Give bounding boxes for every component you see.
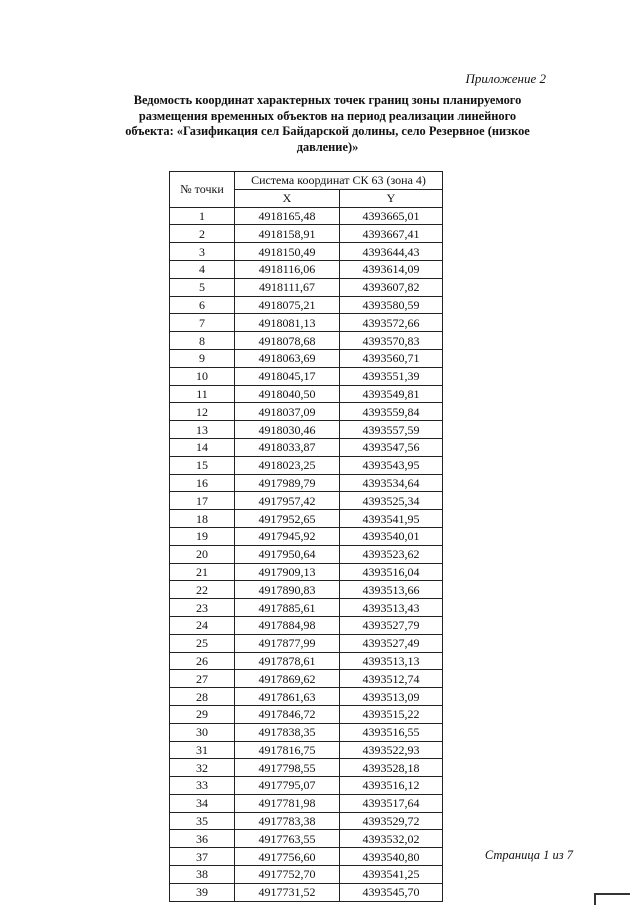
y-coordinate-cell: 4393516,04 <box>340 563 443 581</box>
document-title <box>100 93 555 155</box>
y-coordinate-cell: 4393541,95 <box>340 510 443 528</box>
table-row <box>170 670 443 688</box>
point-number-cell: 38 <box>170 866 235 884</box>
point-number-cell: 35 <box>170 812 235 830</box>
x-coordinate-cell: 4917816,75 <box>235 741 340 759</box>
point-number-cell: 34 <box>170 794 235 812</box>
x-coordinate-cell: 4918078,68 <box>235 332 340 350</box>
y-coordinate-cell: 4393560,71 <box>340 349 443 367</box>
x-coordinate-cell: 4918116,06 <box>235 260 340 278</box>
x-coordinate-cell: 4918158,91 <box>235 225 340 243</box>
point-number-cell: 2 <box>170 225 235 243</box>
x-coordinate-cell: 4917781,98 <box>235 794 340 812</box>
y-coordinate-cell: 4393551,39 <box>340 367 443 385</box>
y-coordinate-cell: 4393614,09 <box>340 260 443 278</box>
table-row <box>170 759 443 777</box>
x-coordinate-cell: 4917869,62 <box>235 670 340 688</box>
point-number-cell: 19 <box>170 527 235 545</box>
table-row <box>170 830 443 848</box>
table-row <box>170 777 443 795</box>
y-coordinate-cell: 4393522,93 <box>340 741 443 759</box>
x-coordinate-cell: 4917878,61 <box>235 652 340 670</box>
x-coordinate-cell: 4918033,87 <box>235 438 340 456</box>
y-coordinate-cell: 4393540,80 <box>340 848 443 866</box>
y-coordinate-cell: 4393540,01 <box>340 527 443 545</box>
table-row <box>170 652 443 670</box>
table-row <box>170 225 443 243</box>
point-number-cell: 22 <box>170 581 235 599</box>
point-number-cell: 18 <box>170 510 235 528</box>
point-number-cell: 13 <box>170 421 235 439</box>
x-coordinate-cell: 4917885,61 <box>235 599 340 617</box>
table-row <box>170 741 443 759</box>
point-number-cell: 15 <box>170 456 235 474</box>
x-coordinate-cell: 4918165,48 <box>235 207 340 225</box>
point-number-cell: 5 <box>170 278 235 296</box>
x-coordinate-cell: 4917952,65 <box>235 510 340 528</box>
x-coordinate-cell: 4918040,50 <box>235 385 340 403</box>
y-coordinate-cell: 4393512,74 <box>340 670 443 688</box>
point-number-cell: 14 <box>170 438 235 456</box>
table-row <box>170 278 443 296</box>
table-row <box>170 616 443 634</box>
point-number-cell: 29 <box>170 705 235 723</box>
header-coordinate-system: Система координат СК 63 (зона 4) <box>235 172 443 190</box>
y-coordinate-cell: 4393545,70 <box>340 883 443 901</box>
y-coordinate-cell: 4393665,01 <box>340 207 443 225</box>
x-coordinate-cell: 4918075,21 <box>235 296 340 314</box>
page-number: Страница 1 из 7 <box>484 848 573 862</box>
header-y: Y <box>340 189 443 207</box>
point-number-cell: 20 <box>170 545 235 563</box>
point-number-cell: 21 <box>170 563 235 581</box>
point-number-cell: 8 <box>170 332 235 350</box>
point-number-cell: 39 <box>170 883 235 901</box>
y-coordinate-cell: 4393559,84 <box>340 403 443 421</box>
x-coordinate-cell: 4918111,67 <box>235 278 340 296</box>
y-coordinate-cell: 4393547,56 <box>340 438 443 456</box>
point-number-cell: 1 <box>170 207 235 225</box>
x-coordinate-cell: 4918063,69 <box>235 349 340 367</box>
y-coordinate-cell: 4393527,49 <box>340 634 443 652</box>
x-coordinate-cell: 4917950,64 <box>235 545 340 563</box>
x-coordinate-cell: 4917909,13 <box>235 563 340 581</box>
x-coordinate-cell: 4918045,17 <box>235 367 340 385</box>
y-coordinate-cell: 4393525,34 <box>340 492 443 510</box>
point-number-cell: 7 <box>170 314 235 332</box>
point-number-cell: 37 <box>170 848 235 866</box>
point-number-cell: 6 <box>170 296 235 314</box>
y-coordinate-cell: 4393667,41 <box>340 225 443 243</box>
table-row <box>170 510 443 528</box>
table-row <box>170 563 443 581</box>
y-coordinate-cell: 4393557,59 <box>340 421 443 439</box>
y-coordinate-cell: 4393527,79 <box>340 616 443 634</box>
y-coordinate-cell: 4393541,25 <box>340 866 443 884</box>
y-coordinate-cell: 4393515,22 <box>340 705 443 723</box>
y-coordinate-cell: 4393570,83 <box>340 332 443 350</box>
table-row <box>170 403 443 421</box>
title-line: давление)» <box>296 139 359 154</box>
y-coordinate-cell: 4393607,82 <box>340 278 443 296</box>
x-coordinate-cell: 4917752,70 <box>235 866 340 884</box>
y-coordinate-cell: 4393513,66 <box>340 581 443 599</box>
table-row <box>170 545 443 563</box>
x-coordinate-cell: 4917731,52 <box>235 883 340 901</box>
point-number-cell: 23 <box>170 599 235 617</box>
corner-mark <box>594 893 630 905</box>
point-number-cell: 28 <box>170 688 235 706</box>
point-number-cell: 25 <box>170 634 235 652</box>
x-coordinate-cell: 4917861,63 <box>235 688 340 706</box>
y-coordinate-cell: 4393513,43 <box>340 599 443 617</box>
x-coordinate-cell: 4917756,60 <box>235 848 340 866</box>
y-coordinate-cell: 4393516,55 <box>340 723 443 741</box>
coordinates-table <box>169 171 443 902</box>
y-coordinate-cell: 4393529,72 <box>340 812 443 830</box>
y-coordinate-cell: 4393532,02 <box>340 830 443 848</box>
y-coordinate-cell: 4393644,43 <box>340 243 443 261</box>
table-row <box>170 296 443 314</box>
table-row <box>170 385 443 403</box>
x-coordinate-cell: 4917945,92 <box>235 527 340 545</box>
y-coordinate-cell: 4393517,64 <box>340 794 443 812</box>
x-coordinate-cell: 4917846,72 <box>235 705 340 723</box>
table-row <box>170 794 443 812</box>
point-number-cell: 30 <box>170 723 235 741</box>
x-coordinate-cell: 4917890,83 <box>235 581 340 599</box>
y-coordinate-cell: 4393572,66 <box>340 314 443 332</box>
x-coordinate-cell: 4918081,13 <box>235 314 340 332</box>
table-row <box>170 332 443 350</box>
point-number-cell: 3 <box>170 243 235 261</box>
point-number-cell: 26 <box>170 652 235 670</box>
table-row <box>170 349 443 367</box>
x-coordinate-cell: 4918023,25 <box>235 456 340 474</box>
table-row <box>170 812 443 830</box>
y-coordinate-cell: 4393523,62 <box>340 545 443 563</box>
table-row <box>170 581 443 599</box>
table-row <box>170 243 443 261</box>
point-number-cell: 9 <box>170 349 235 367</box>
table-row <box>170 688 443 706</box>
header-point-number: № точки <box>170 172 235 208</box>
table-row <box>170 883 443 901</box>
table-row <box>170 260 443 278</box>
header-x: X <box>235 189 340 207</box>
table-row <box>170 634 443 652</box>
title-line: Ведомость координат характерных точек границ зоны планируемого <box>133 93 522 107</box>
x-coordinate-cell: 4917838,35 <box>235 723 340 741</box>
table-row <box>170 723 443 741</box>
table-row <box>170 456 443 474</box>
x-coordinate-cell: 4917877,99 <box>235 634 340 652</box>
point-number-cell: 17 <box>170 492 235 510</box>
table-row <box>170 438 443 456</box>
point-number-cell: 32 <box>170 759 235 777</box>
point-number-cell: 33 <box>170 777 235 795</box>
y-coordinate-cell: 4393513,13 <box>340 652 443 670</box>
table-row <box>170 527 443 545</box>
x-coordinate-cell: 4917783,38 <box>235 812 340 830</box>
table-body <box>170 207 443 901</box>
point-number-cell: 31 <box>170 741 235 759</box>
y-coordinate-cell: 4393534,64 <box>340 474 443 492</box>
table-row <box>170 474 443 492</box>
y-coordinate-cell: 4393549,81 <box>340 385 443 403</box>
x-coordinate-cell: 4918150,49 <box>235 243 340 261</box>
table-row <box>170 421 443 439</box>
title-line: размещения временных объектов на период реализации линейного <box>138 108 517 123</box>
y-coordinate-cell: 4393528,18 <box>340 759 443 777</box>
table-row <box>170 599 443 617</box>
point-number-cell: 10 <box>170 367 235 385</box>
x-coordinate-cell: 4917763,55 <box>235 830 340 848</box>
x-coordinate-cell: 4918030,46 <box>235 421 340 439</box>
point-number-cell: 27 <box>170 670 235 688</box>
point-number-cell: 11 <box>170 385 235 403</box>
table-row <box>170 848 443 866</box>
x-coordinate-cell: 4917884,98 <box>235 616 340 634</box>
table-row <box>170 367 443 385</box>
point-number-cell: 36 <box>170 830 235 848</box>
x-coordinate-cell: 4917798,55 <box>235 759 340 777</box>
y-coordinate-cell: 4393580,59 <box>340 296 443 314</box>
table-row <box>170 705 443 723</box>
x-coordinate-cell: 4917989,79 <box>235 474 340 492</box>
y-coordinate-cell: 4393513,09 <box>340 688 443 706</box>
point-number-cell: 12 <box>170 403 235 421</box>
table-row <box>170 866 443 884</box>
x-coordinate-cell: 4917795,07 <box>235 777 340 795</box>
table-row <box>170 314 443 332</box>
title-line: объекта: «Газификация сел Байдарской долины, село Резервное (низкое <box>125 124 530 138</box>
y-coordinate-cell: 4393543,95 <box>340 456 443 474</box>
point-number-cell: 4 <box>170 260 235 278</box>
point-number-cell: 16 <box>170 474 235 492</box>
point-number-cell: 24 <box>170 616 235 634</box>
x-coordinate-cell: 4917957,42 <box>235 492 340 510</box>
table-row <box>170 492 443 510</box>
table-row <box>170 207 443 225</box>
y-coordinate-cell: 4393516,12 <box>340 777 443 795</box>
x-coordinate-cell: 4918037,09 <box>235 403 340 421</box>
appendix-label: Приложение 2 <box>465 71 546 86</box>
